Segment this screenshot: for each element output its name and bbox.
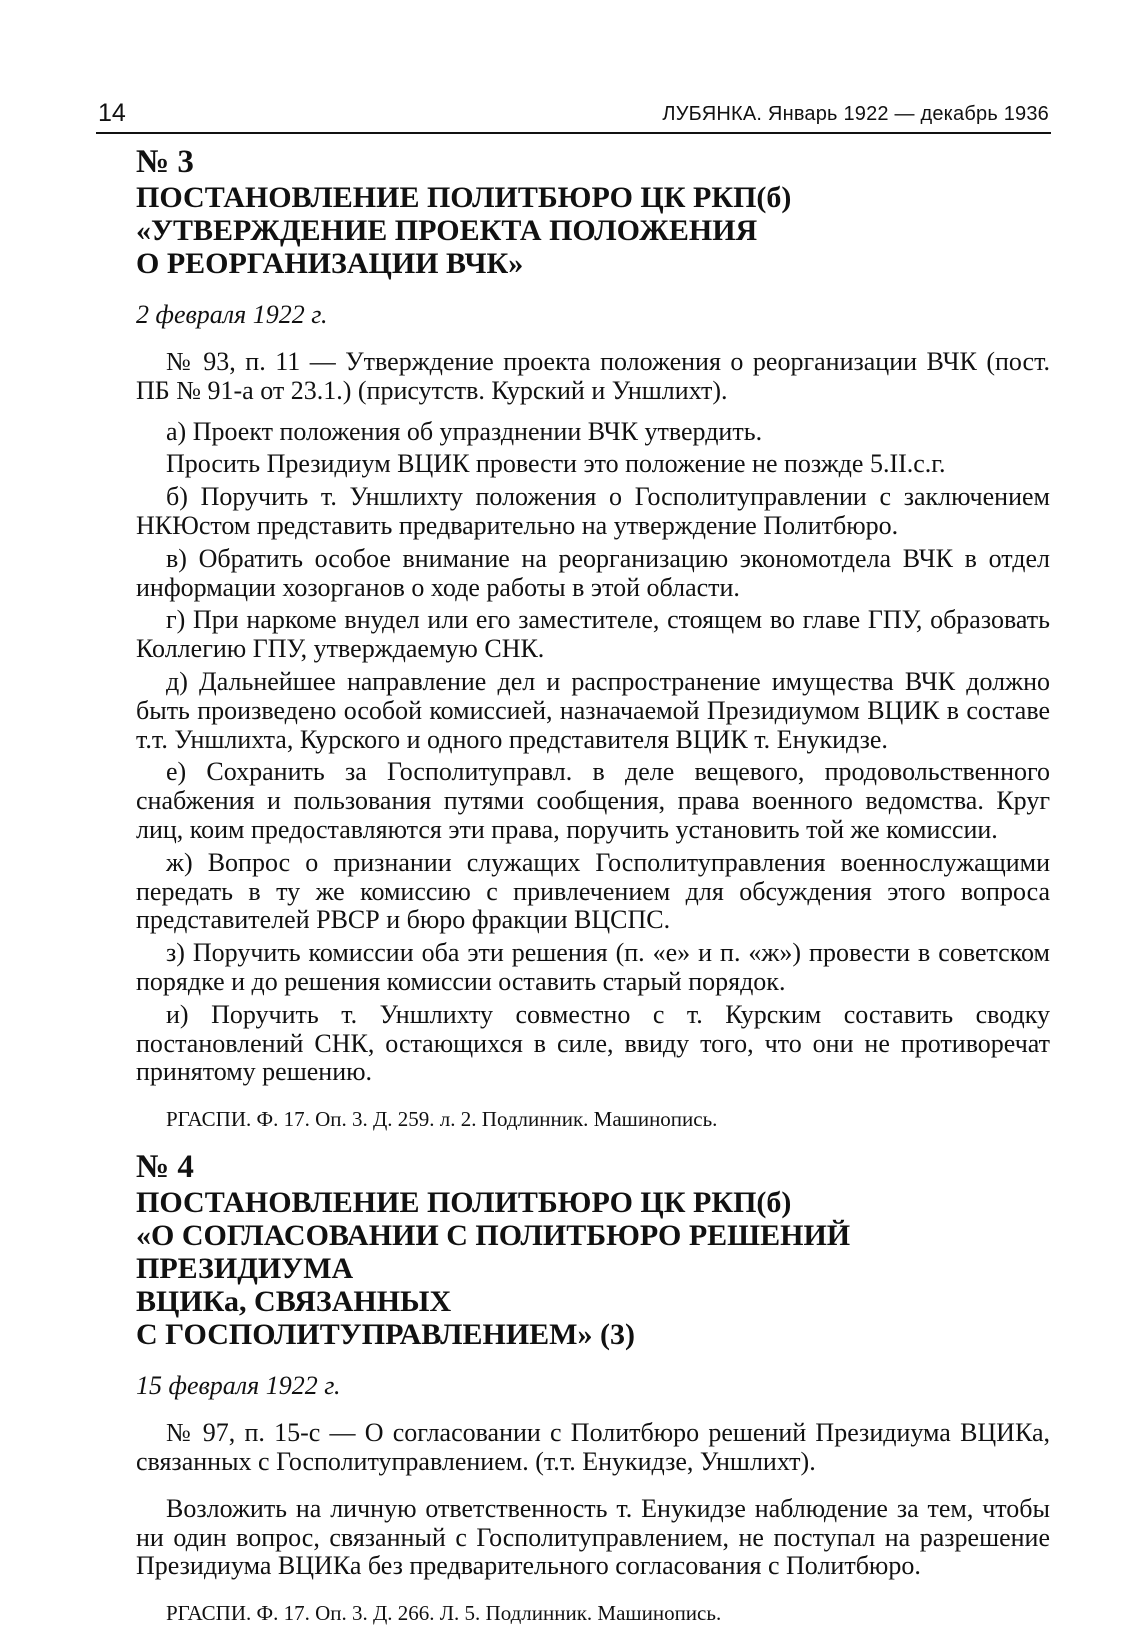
doc4-title: ПОСТАНОВЛЕНИЕ ПОЛИТБЮРО ЦК РКП(б) «О СОГЛАСОВАНИИ С ПОЛИТБЮРО РЕШЕНИЙ ПРЕЗИДИУМА ВЦИКа, СВЯЗАННЫХ С ГОСПОЛИТУПРАВЛЕНИЕМ» (3) — [136, 1186, 851, 1352]
doc4-number: № 4 — [136, 1149, 194, 1186]
doc3-source: РГАСПИ. Ф. 17. Оп. 3. Д. 259. л. 2. Подлинник. Машинопись. — [166, 1107, 718, 1132]
doc3-item-d: д) Дальнейшее направление дел и распространение имущества ВЧК должно быть произведено особой комиссией, назначаемой Президиумом ВЦИК в составе т.т. Уншлихта, Курского и одного представителя ВЦИК т. Енукидзе. — [136, 666, 1050, 754]
doc3-number: № 3 — [136, 144, 194, 180]
book-title: ЛУБЯНКА. Январь 1922 — декабрь 1936 — [662, 103, 1049, 125]
doc3-date: 2 февраля 1922 г. — [136, 300, 328, 329]
page-content — [136, 140, 1050, 1627]
doc3-item-i: и) Поручить т. Уншлихту совместно с т. Курским составить сводку постановлений СНК, остающихся в силе, ввиду того, что они не противоречат принятому решению. — [136, 999, 1050, 1087]
doc3-item-zh: ж) Вопрос о признании служащих Госполитуправления военнослужащими передать в ту же комиссию с привлечением для обсуждения этого вопроса представителей РВСР и бюро фракции ВЦСПС. — [136, 847, 1050, 935]
doc3-agenda: № 93, п. 11 — Утверждение проекта положения о реорганизации ВЧК (пост. ПБ № 91-а от 23.1.) (присутств. Курский и Уншлихт). — [136, 347, 1050, 405]
doc3-item-g: г) При наркоме внудел или его заместителе, стоящем во главе ГПУ, образовать Коллегию ГПУ, утверждаемую СНК. — [136, 605, 1050, 664]
page-number: 14 — [98, 99, 126, 127]
doc3-item-a-note: Просить Президиум ВЦИК провести это положение не позжде 5.II.с.г. — [166, 449, 946, 479]
doc3-item-z: з) Поручить комиссии оба эти решения (п. «е» и п. «ж») провести в советском порядке и до решения комиссии оставить старый порядок. — [136, 938, 1050, 996]
doc3-item-e: е) Сохранить за Госполитуправл. в деле вещевого, продовольственного снабжения и пользования путями сообщения, права военного ведомства. Круг лиц, коим предоставляются эти права, поручить установить той же комиссии. — [136, 757, 1050, 844]
doc3-title: ПОСТАНОВЛЕНИЕ ПОЛИТБЮРО ЦК РКП(б) «УТВЕРЖДЕНИЕ ПРОЕКТА ПОЛОЖЕНИЯ О РЕОРГАНИЗАЦИИ ВЧК» — [136, 181, 792, 280]
doc4-agenda: № 97, п. 15-с — О согласовании с Политбюро решений Президиума ВЦИКа, связанных с Госполитуправлением. (т.т. Енукидзе, Уншлихт). — [136, 1418, 1050, 1476]
running-header — [96, 96, 1051, 134]
doc3-item-v: в) Обратить особое внимание на реорганизацию экономотдела ВЧК в отдел информации хозорганов о ходе работы в этой области. — [136, 543, 1050, 602]
doc4-body: Возложить на личную ответственность т. Енукидзе наблюдение за тем, чтобы ни один вопрос, связанный с Госполитуправлением, не поступал на разрешение Президиума ВЦИКа без предварительного согласования с Политбюро. — [136, 1493, 1050, 1581]
doc4-source: РГАСПИ. Ф. 17. Оп. 3. Д. 266. Л. 5. Подлинник. Машинопись. — [166, 1601, 722, 1626]
doc3-item-b: б) Поручить т. Уншлихту положения о Госполитуправлении с заключением НКЮстом представить предварительно на утверждение Политбюро. — [136, 482, 1050, 540]
doc3-item-a: а) Проект положения об упразднении ВЧК утвердить. — [166, 416, 763, 446]
doc4-date: 15 февраля 1922 г. — [136, 1371, 341, 1401]
